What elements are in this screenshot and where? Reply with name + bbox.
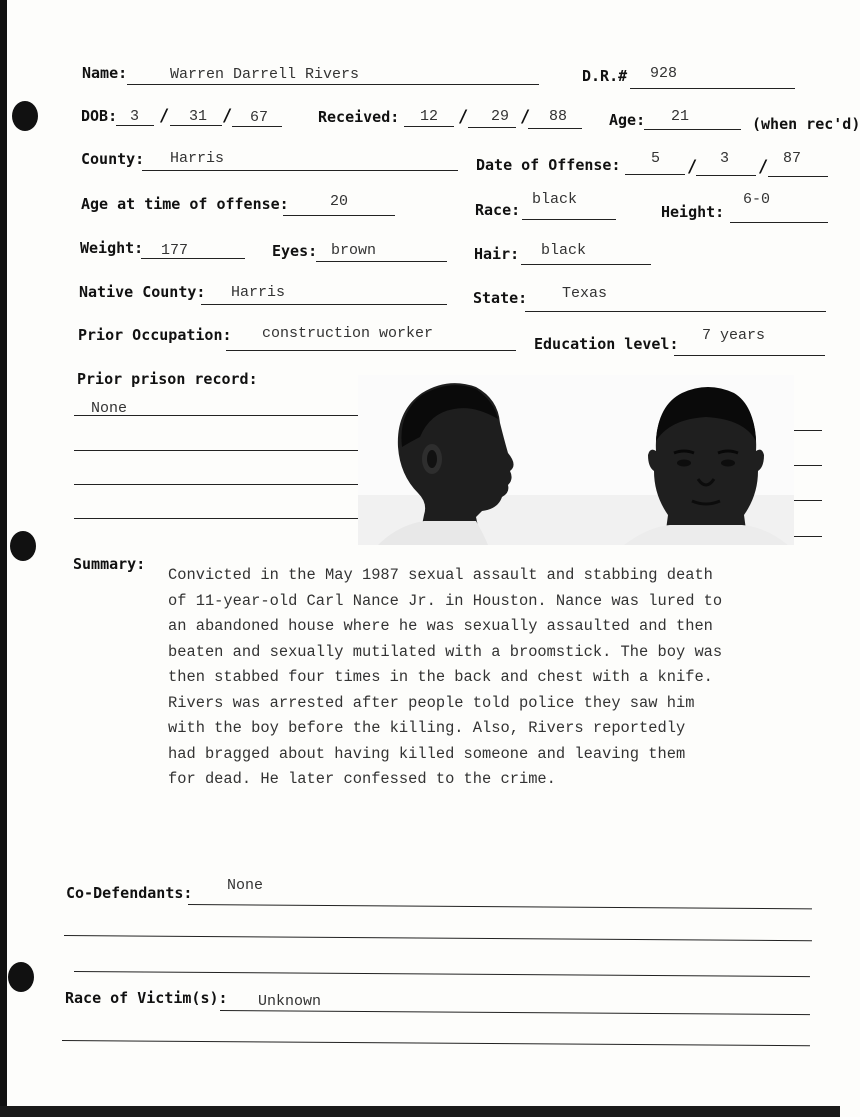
mugshot-photo [358,375,794,545]
bottom-edge-bar [0,1106,840,1117]
co-defendants-line-1 [188,904,812,909]
prior-occupation-value: construction worker [262,325,434,342]
offense-sep-2: / [758,157,769,177]
name-value: Warren Darrell Rivers [170,66,360,83]
state-line [525,311,826,312]
co-defendants-line-2 [64,935,812,941]
offense-sep-1: / [687,157,698,177]
date-of-offense-label: Date of Offense: [476,156,621,174]
summary-line: of 11-year-old Carl Nance Jr. in Houston. Nance was lured to [168,591,723,610]
prior-prison-record-value: None [91,400,128,417]
prior-prison-record-label: Prior prison record: [77,370,258,388]
dob-day-line [170,125,222,126]
dr-label: D.R.# [582,67,628,85]
native-county-value: Harris [231,284,286,301]
received-month-line [404,126,454,127]
height-label: Height: [661,203,725,221]
age-at-offense-label: Age at time of offense: [81,195,289,213]
race-of-victims-label: Race of Victim(s): [65,989,228,1007]
punch-hole-middle [10,531,36,561]
summary-line: for dead. He later confessed to the crime. [168,770,556,788]
punch-hole-bottom [8,962,34,992]
race-value: black [532,191,578,208]
age-label: Age: [609,111,646,129]
received-sep-1: / [458,107,469,127]
race-of-victims-value: Unknown [258,993,322,1010]
dr-value: 928 [650,65,678,82]
summary-text [168,563,778,793]
summary-line: an abandoned house where he was sexually assaulted and then [168,617,713,635]
weight-line [141,258,245,259]
name-line [127,84,539,85]
dob-month: 3 [130,108,140,125]
native-county-line [201,304,447,305]
eyes-label: Eyes: [272,242,318,260]
offense-day-line [696,175,756,176]
prior-record-line-right-4 [794,536,822,537]
hair-line [521,264,651,265]
age-at-offense-line [283,215,395,216]
education-level-label: Education level: [534,335,679,353]
prior-record-line-4 [74,518,358,519]
offense-year-line [768,176,828,177]
co-defendants-label: Co-Defendants: [66,884,193,902]
summary-line: Rivers was arrested after people told police they saw him [168,693,695,712]
hair-value: black [541,242,587,259]
state-label: State: [473,289,528,307]
height-value: 6-0 [743,191,771,208]
summary-line: Convicted in the May 1987 sexual assault and stabbing death [168,566,713,584]
received-year: 88 [549,108,568,125]
dob-day: 31 [189,108,208,125]
prior-record-line-right-3 [794,500,822,501]
dr-line [630,88,795,89]
left-edge-bar [0,0,7,1117]
prior-occupation-line [226,350,516,351]
dob-year-line [232,126,282,127]
race-of-victims-line-1 [220,1010,810,1015]
received-day-line [468,127,516,128]
education-level-line [674,355,825,356]
dob-label: DOB: [81,107,118,125]
race-of-victims-line-2 [62,1040,810,1046]
summary-line: beaten and sexually mutilated with a broomstick. The boy was [168,642,723,661]
age-at-offense-value: 20 [330,193,349,210]
mugshot-illustration [358,375,794,545]
offense-month: 5 [651,150,661,167]
prior-record-line-1 [74,415,358,416]
summary-label: Summary: [73,555,146,573]
height-line [730,222,828,223]
punch-hole-top [12,101,38,131]
hair-label: Hair: [474,245,520,263]
education-level-value: 7 years [702,327,766,344]
county-line [142,170,458,171]
prior-record-line-3 [74,484,358,485]
age-line [644,129,741,130]
county-label: County: [81,150,145,168]
co-defendants-line-3 [74,971,810,977]
received-label: Received: [318,108,400,126]
dob-sep-1: / [159,106,170,126]
offense-month-line [625,174,685,175]
weight-label: Weight: [80,239,144,257]
summary-line: had bragged about having killed someone and leaving them [168,744,686,763]
received-year-line [528,128,582,129]
county-value: Harris [170,150,225,167]
received-sep-2: / [520,107,531,127]
state-value: Texas [562,285,608,302]
received-month: 12 [420,108,439,125]
offense-day: 3 [720,150,730,167]
name-label: Name: [82,64,128,82]
dob-month-line [116,125,154,126]
eyes-line [316,261,447,262]
race-label: Race: [475,201,521,219]
summary-line: with the boy before the killing. Also, Rivers reportedly [168,719,686,737]
summary-line: then stabbed four times in the back and chest with a knife. [168,668,713,686]
prior-record-line-right-2 [794,465,822,466]
dob-year: 67 [250,109,269,126]
weight-value: 177 [161,242,189,259]
prior-record-line-right-1 [794,430,822,431]
age-value: 21 [671,108,690,125]
offense-year: 87 [783,150,802,167]
co-defendants-value: None [227,877,264,894]
eyes-value: brown [331,242,377,259]
dob-sep-2: / [222,106,233,126]
received-day: 29 [491,108,510,125]
native-county-label: Native County: [79,283,206,301]
prior-occupation-label: Prior Occupation: [78,326,232,344]
age-note: (when rec'd) [752,115,860,133]
race-line [522,219,616,220]
prior-record-line-2 [74,450,358,451]
